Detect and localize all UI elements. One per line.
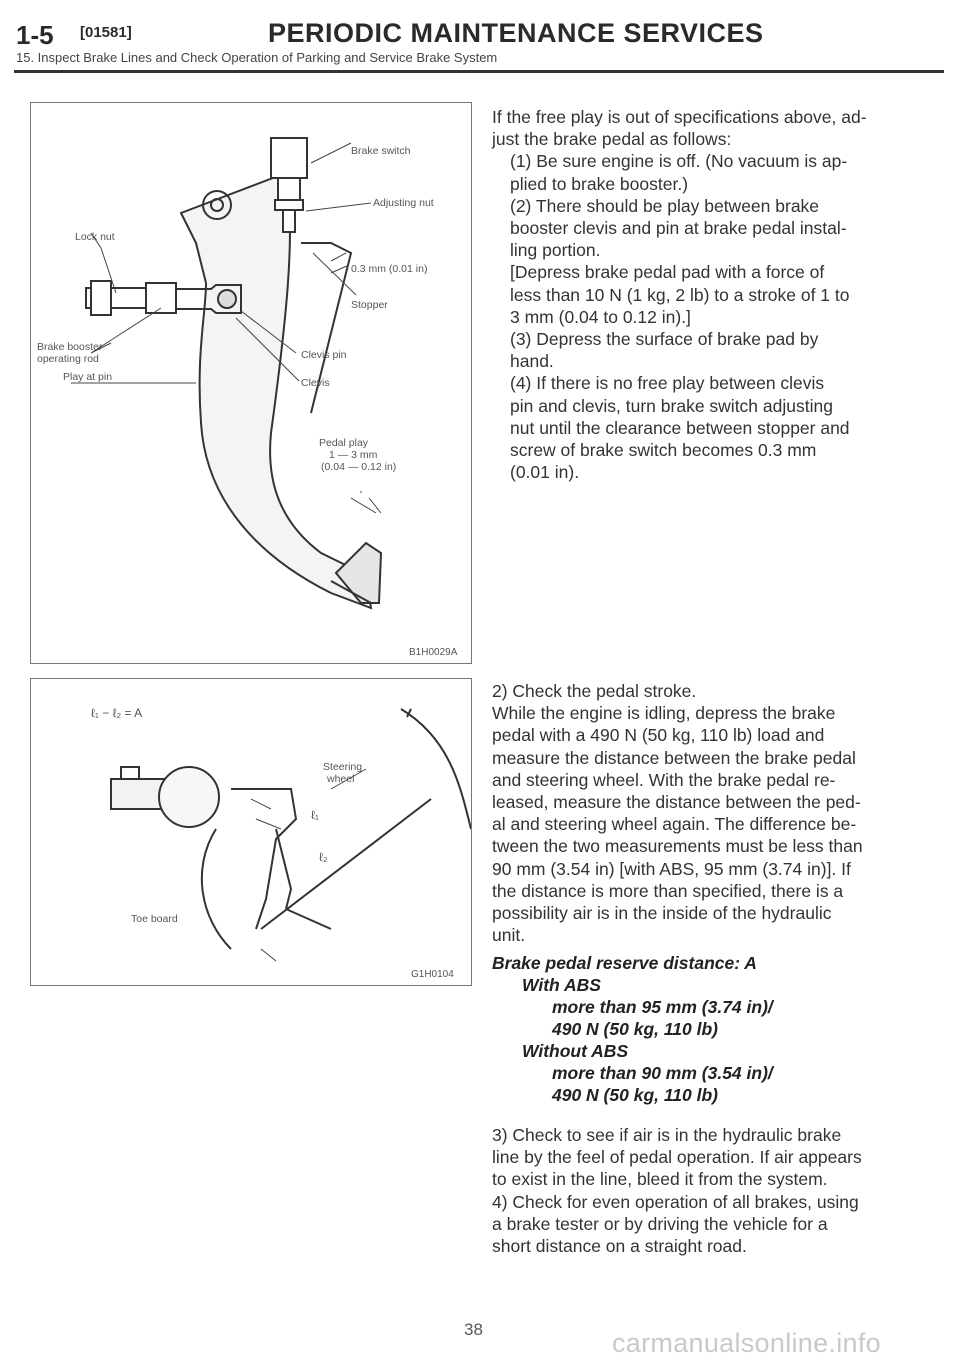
label-clevis-pin: Clevis pin xyxy=(301,349,347,361)
text-line: hand. xyxy=(510,351,554,372)
figure-code: B1H0029A xyxy=(409,647,458,658)
step-4: (4) If there is no free play between clevis xyxy=(510,373,825,394)
text-line: line by the feel of pedal operation. If air appears xyxy=(492,1147,862,1168)
text-line: leased, measure the distance between the ped- xyxy=(492,792,861,813)
text-line: 90 mm (3.54 in) [with ABS, 95 mm (3.74 in)]. If xyxy=(492,858,851,879)
text-line: a brake tester or by driving the vehicle for a xyxy=(492,1213,828,1234)
pedal-stroke-diagram xyxy=(31,679,471,985)
watermark: carmanualsonline.info xyxy=(612,1328,881,1358)
page-number: 38 xyxy=(464,1320,483,1339)
text-line: just the brake pedal as follows: xyxy=(492,129,732,150)
label-steering-wheel: wheel xyxy=(327,773,355,785)
spec-with-abs: With ABS xyxy=(522,975,601,995)
text-line: screw of brake switch becomes 0.3 mm xyxy=(510,440,817,461)
text-line: 3) Check to see if air is in the hydraulic brake xyxy=(492,1125,842,1145)
label-operating-rod: operating rod xyxy=(37,353,99,365)
label-play-at-pin: Play at pin xyxy=(63,371,113,383)
text-line: and steering wheel. With the brake pedal re- xyxy=(492,769,836,790)
text-line: 3 mm (0.04 to 0.12 in).] xyxy=(510,306,691,327)
text-line: pin and clevis, turn brake switch adjusting xyxy=(510,395,833,416)
step-2: (2) There should be play between brake xyxy=(510,195,820,216)
final-checks xyxy=(492,1124,942,1257)
text-line: to exist in the line, bleed it from the system. xyxy=(492,1169,828,1190)
figure-pedal-stroke xyxy=(30,678,472,986)
step-1: (1) Be sure engine is off. (No vacuum is ap- xyxy=(510,151,848,172)
text-line: While the engine is idling, depress the brake xyxy=(492,703,836,724)
figure-code: G1H0104 xyxy=(411,969,454,980)
label-lock-nut: Lock nut xyxy=(75,231,115,243)
label-clevis: Clevis xyxy=(301,377,330,389)
text-line: al and steering wheel again. The difference be- xyxy=(492,814,857,835)
text-line: unit. xyxy=(492,925,526,946)
reserve-distance-spec xyxy=(492,952,773,1106)
header-rule xyxy=(14,70,944,73)
text-line: 4) Check for even operation of all brakes, using xyxy=(492,1191,859,1212)
text-line: If the free play is out of specifications above, ad- xyxy=(492,107,867,127)
text-line: possibility air is in the inside of the hydraulic xyxy=(492,903,832,924)
figure-brake-pedal xyxy=(30,102,472,664)
label-brake-booster: Brake booster xyxy=(37,341,103,353)
label-toe-board: Toe board xyxy=(131,913,178,925)
text-line: [Depress brake pedal pad with a force of xyxy=(510,262,825,283)
label-brake-switch: Brake switch xyxy=(351,145,411,157)
text-line: the distance is more than specified, there is a xyxy=(492,880,844,901)
label-clearance: 0.3 mm (0.01 in) xyxy=(351,263,428,275)
adjustment-instructions xyxy=(492,106,942,483)
page-title: PERIODIC MAINTENANCE SERVICES xyxy=(268,18,764,48)
step-3: (3) Depress the surface of brake pad by xyxy=(510,329,819,350)
label-pedal-play: Pedal play xyxy=(319,437,369,449)
section-number: 1-5 xyxy=(16,20,54,50)
label-pedal-play-range: 1 — 3 mm xyxy=(329,449,378,461)
brake-pedal-diagram xyxy=(31,103,471,663)
pedal-stroke-check xyxy=(492,680,942,946)
text-line: measure the distance between the brake pedal xyxy=(492,747,856,768)
text-line: ling portion. xyxy=(510,240,601,261)
text-line: short distance on a straight road. xyxy=(492,1236,747,1257)
label-pedal-play-range-in: (0.04 — 0.12 in) xyxy=(321,461,397,473)
text-line: booster clevis and pin at brake pedal instal- xyxy=(510,218,847,239)
text-line: plied to brake booster.) xyxy=(510,173,689,194)
text-line: (0.01 in). xyxy=(510,462,580,483)
text-line: tween the two measurements must be less than xyxy=(492,836,863,857)
spec-without-force: 490 N (50 kg, 110 lb) xyxy=(552,1085,719,1105)
spec-title: Brake pedal reserve distance: A xyxy=(492,953,757,973)
label-steering: Steering xyxy=(323,761,363,773)
label-l1: ℓ₁ xyxy=(311,808,319,822)
text-line: 2) Check the pedal stroke. xyxy=(492,681,697,701)
text-line: less than 10 N (1 kg, 2 lb) to a stroke of 1 to xyxy=(510,284,850,305)
label-adjusting-nut: Adjusting nut xyxy=(373,197,434,209)
text-line: nut until the clearance between stopper and xyxy=(510,417,850,438)
spec-with-force: 490 N (50 kg, 110 lb) xyxy=(552,1019,719,1039)
spec-with-value: more than 95 mm (3.74 in)/ xyxy=(552,997,773,1017)
label-stopper: Stopper xyxy=(351,299,388,311)
text-line: pedal with a 490 N (50 kg, 110 lb) load and xyxy=(492,725,825,746)
label-l2: ℓ₂ xyxy=(319,850,328,864)
page-subtitle: 15. Inspect Brake Lines and Check Operation of Parking and Service Brake System xyxy=(16,50,498,65)
spec-without-value: more than 90 mm (3.54 in)/ xyxy=(552,1063,773,1083)
label-formula: ℓ₁ − ℓ₂ = A xyxy=(91,706,143,720)
spec-without-abs: Without ABS xyxy=(522,1041,629,1061)
section-code: [01581] xyxy=(80,24,132,41)
